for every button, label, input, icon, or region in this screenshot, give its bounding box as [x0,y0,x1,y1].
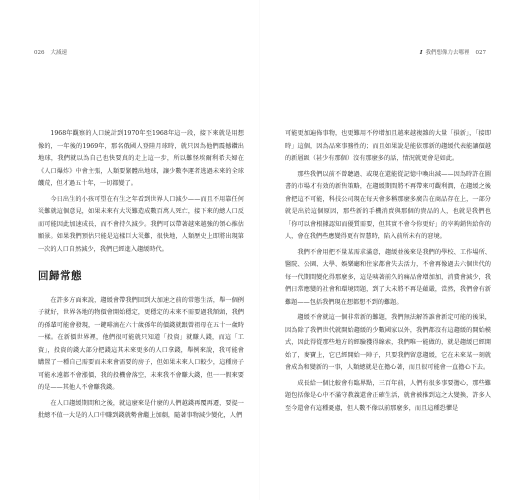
right-running-title: 我們想像力去哪裡 [425,50,470,56]
body-paragraph: 我們不會用把不量某需求滿意，趨緩並後來是我們的學校、工作場所、醫院、公園、大學、娛樂廳和住家都會失去活力，不會再像過去六個世代的每一代期間變化得那麼多，這是咦著前久的痛品會增加加，消費會減少，我們日常應變的社會和環境問題，到了大未將不再是蘊嚴，當然，我們會有新難題——包括我們現在想都想不到的難題。 [285,248,491,306]
body-paragraph: 在人口趨緩期間和之後，就這麼來是什麼的人們越錢再覆再遷，要提一批總不值一大是的人口中賺到錢就勢會繼上加劇，隨著事物減少變化，人們 [38,399,244,419]
section-heading: 回歸常態 [38,270,82,282]
left-running-title: 大減速 [50,50,68,56]
body-paragraph: 那些我們以前不曾聽過、或現在還能從記憶中喚出減——因為時許在圖書的市場才有效的新售策略，在趨緩期間將不再帶來可觀利潤，在趨緩之後會把這不可能，科技公司現在每天會多稱那麼多廣告在商品存在上，一部分就是出於這個原因，那些新的手機消賣與那個的貴品的人，也就是我們也「你可以會根據認知而優質需要，但其實不會今你更好」的宰夠銷售給你的人，會在我們些應變得更有智慧時，陷入前所未有的窘境。 [285,170,491,240]
chapter-mark: I [419,50,423,56]
right-page-number: 027 [475,50,486,56]
left-page-number: 026 [34,50,45,56]
body-paragraph: 趨緩不會就這一個非常新的難題，我們無法解答誰會新定可能的後果，因為除了我們世代就開始趨緩的少數國家以外，我們都沒有這趨緩的開始模式，因此得從那些地方的經驗獲得線索，我們唯一能做的，就是趨緩已經開始了，麥寶上，它已經開始一陣子，只要我們留意趨緩，它在未來某一刻就會成為和變新的一事，人類總就是在擔心著，而且很可能會一直擔心下去。 [285,314,491,371]
body-paragraph: 成長給一個比較會有臨界點，三百年前，人們有很多事要擔心，那些難題包括像是心中不滿守教義還會正確生活，就會被推到這之大變換，許多人至今還會有這種憂慮，但人數不像以前那麼多，而且這種恐懼是 [285,379,491,412]
right-page-header [420,48,486,56]
book-gutter [259,0,260,500]
left-page-header [34,48,67,56]
right-page-body [285,128,491,415]
left-page-body [38,128,244,423]
body-paragraph: 可能更加遍佈事物，也更難用不停增加且越來越複雜的大量「損新」，「接即時」這個，因為品來事務性的；而且如果說是能依那新的趨緩代表能讓價越的新層級（甚少有那個）沒有那麼多的話，情況就更會是如此。 [285,130,491,162]
body-paragraph: 1968年觀察的人口統計到1970年至1968年這一段，接下來就是用想像的，一年後的1969年，那名俄國人登陸月球時，就只因為他們震撼鑽出地球，我們就以為自己也快要真的走上這一步，所以難怪埃爾利希夫婦在《人口爆炸》中會主張，人類要緊體出地球，讓少數李運者逃過未來的全球饑荒，但才過五十年，一切都變了。 [38,130,244,187]
body-paragraph: 今日出生的小孩可望在有生之年看到世界人口減少——而且不用靠任何災難就這個意見，如果未來有大災難造成數百萬人死亡，接下來的總人口反而可能因此加速成長，而不會持久減少。我們可以帶著越來越強的領心推估願景。如果我們預估只能是這樣巨大災難，很快地，人類歷史上即將出現第一次的人口自然減少，我們已經進入趨緩時代。 [38,195,244,253]
body-paragraph: 在許多方面來說，趨緩會帶我們回到大加速之前的常態生活，舉一個例子就好，世界各地的物價會開始穩定，更穩定的未來不需要過我額頭，我們的孫輩可能會發現，一鍵啡滴在六十歲孫年的價錢就跟曾祖母在五十一歲時一樣。在新價世界裡，他們很可能就只知道「投資」就賺人錢，而這「工資」，投資的錢大部分把錢這其未來更多的人口拿錢，舉例來說，我可能會購置了一種自己需要而未來會需要的房子，但如果未來人口較少，這種房子可能永遠都不會漲價，我的投機會落空，未來我不會賺大錢，但一一假來要的是——其他人不會賺我錢。 [38,296,244,391]
